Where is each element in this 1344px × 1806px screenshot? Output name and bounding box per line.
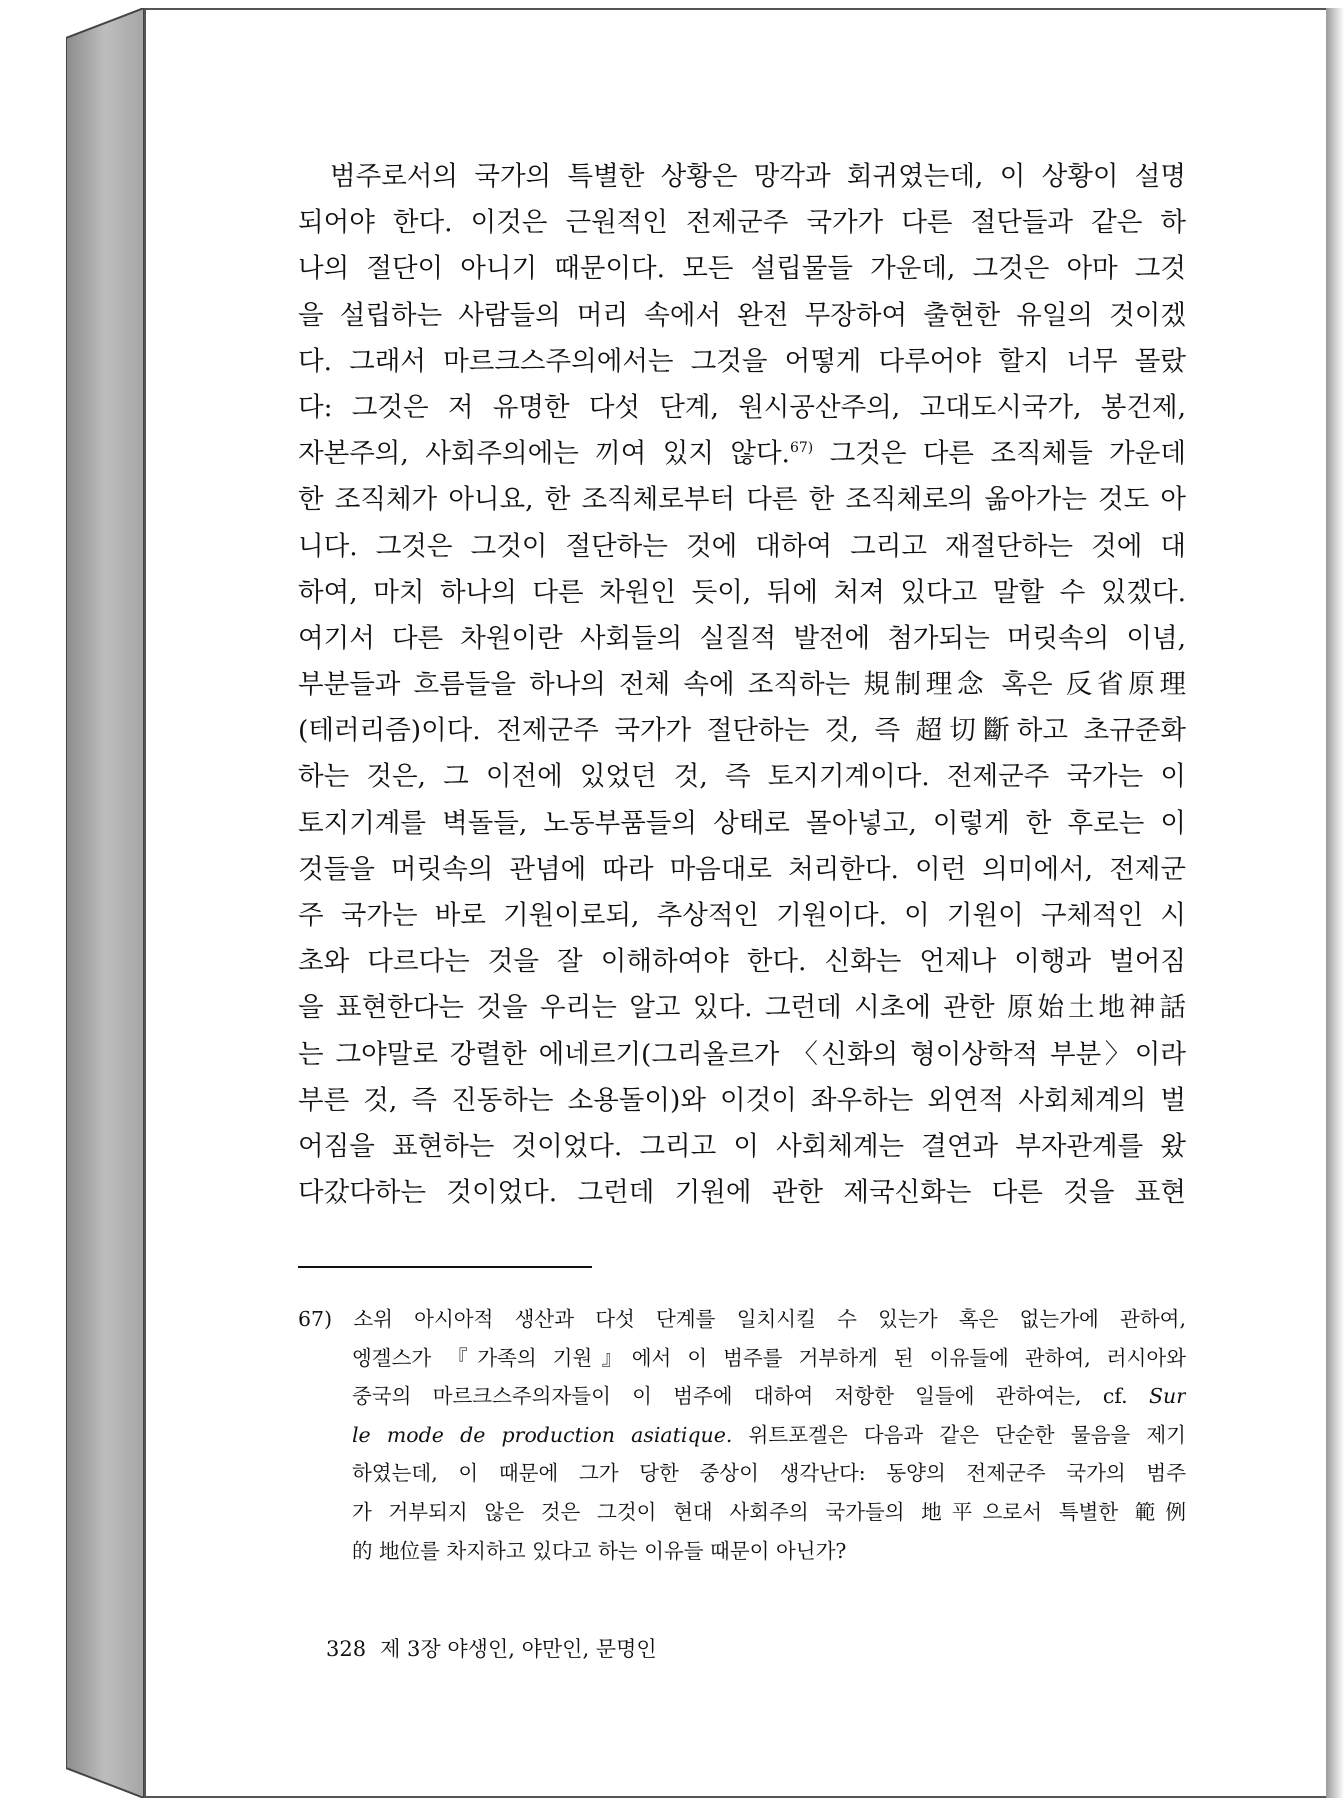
footnote-line bbox=[298, 1300, 1186, 1339]
body-line: 다갔다하는 것이었다. 그런데 기원에 관한 제국신화는 다른 것을 표현 bbox=[298, 1177, 1186, 1209]
footnote-text: 소위 아시아적 생산과 다섯 단계를 일치시킬 수 있는가 혹은 없는가에 관하여, bbox=[353, 1307, 1186, 1331]
body-line: 하는 것은, 그 이전에 있었던 것, 즉 토지기계이다. 전제군주 국가는 이 bbox=[298, 761, 1186, 793]
footnote-line: 하였는데, 이 때문에 그가 당한 중상이 생각난다: 동양의 전제군주 국가의 범주 bbox=[352, 1461, 1186, 1486]
body-line: 되어야 한다. 이것은 근원적인 전제군주 국가가 다른 절단들과 같은 하 bbox=[298, 207, 1186, 239]
body-line: 어짐을 표현하는 것이었다. 그리고 이 사회체계는 결연과 부자관계를 왔 bbox=[298, 1130, 1186, 1162]
footnote-line: 엥겔스가 『가족의 기원』에서 이 범주를 거부하게 된 이유들에 관하여, 러시아와 bbox=[352, 1345, 1186, 1370]
footnote-number: 67) bbox=[298, 1307, 333, 1331]
body-line: 여기서 다른 차원이란 사회들의 실질적 발전에 첨가되는 머릿속의 이념, bbox=[298, 622, 1186, 654]
body-line: 을 표현한다는 것을 우리는 알고 있다. 그런데 시초에 관한 原始土地神話 bbox=[298, 992, 1186, 1024]
page-footer bbox=[326, 1634, 671, 1664]
body-line: 니다. 그것은 그것이 절단하는 것에 대하여 그리고 재절단하는 것에 대 bbox=[298, 530, 1186, 562]
body-line: 는 그야말로 강렬한 에네르기(그리올르가 〈신화의 형이상학적 부분〉이라 bbox=[298, 1038, 1186, 1070]
footnote-italic-title-start: Sur bbox=[1148, 1384, 1186, 1409]
footnote-italic-title: le mode de production asiatique. bbox=[352, 1422, 733, 1447]
body-text bbox=[298, 154, 1186, 1216]
body-line: 토지기계를 벽돌들, 노동부품들의 상태로 몰아넣고, 이렇게 한 후로는 이 bbox=[298, 807, 1186, 839]
footnote-reference: 67) bbox=[789, 440, 814, 457]
body-line: 초와 다르다는 것을 잘 이해하여야 한다. 신화는 언제나 이행과 벌어짐 bbox=[298, 946, 1186, 978]
body-line: 다: 그것은 저 유명한 다섯 단계, 원시공산주의, 고대도시국가, 봉건제, bbox=[298, 391, 1186, 423]
page-edge-shadow bbox=[1326, 8, 1344, 1798]
body-line-head: 자본주의, 사회주의에는 끼여 있지 않다. bbox=[298, 438, 790, 470]
footnote-line bbox=[298, 1377, 1186, 1416]
body-line: 한 조직체가 아니요, 한 조직체로부터 다른 한 조직체로의 옮아가는 것도 아 bbox=[298, 484, 1186, 516]
book-spine bbox=[66, 8, 146, 1798]
body-line: (테러리즘)이다. 전제군주 국가가 절단하는 것, 즉 超切斷하고 초규준화 bbox=[298, 715, 1186, 747]
footnote-text: 위트포겔은 다음과 같은 단순한 물음을 제기 bbox=[748, 1422, 1186, 1447]
body-line-with-note bbox=[298, 431, 1186, 477]
body-line-tail: 그것은 다른 조직체들 가운데 bbox=[829, 438, 1186, 470]
footnote-divider bbox=[298, 1266, 592, 1268]
page-number: 328 bbox=[326, 1637, 367, 1661]
body-line: 범주로서의 국가의 특별한 상황은 망각과 회귀였는데, 이 상황이 설명 bbox=[330, 161, 1186, 192]
footnote bbox=[298, 1300, 1186, 1570]
body-line: 을 설립하는 사람들의 머리 속에서 완전 무장하여 출현한 유일의 것이겠 bbox=[298, 299, 1186, 331]
body-line: 나의 절단이 아니기 때문이다. 모든 설립물들 가운데, 그것은 아마 그것 bbox=[298, 253, 1186, 285]
body-line: 다. 그래서 마르크스주의에서는 그것을 어떻게 다루어야 할지 너무 몰랐 bbox=[298, 345, 1186, 377]
footnote-line: 가 거부되지 않은 것은 그것이 현대 사회주의 국가들의 地平으로서 특별한 範例 bbox=[352, 1499, 1186, 1524]
body-line: 주 국가는 바로 기원이로되, 추상적인 기원이다. 이 기원이 구체적인 시 bbox=[298, 900, 1186, 931]
footnote-line bbox=[298, 1416, 1186, 1455]
footnote-line: 的 地位를 차지하고 있다고 하는 이유들 때문이 아닌가? bbox=[352, 1538, 847, 1563]
body-line: 하여, 마치 하나의 다른 차원인 듯이, 뒤에 처져 있다고 말할 수 있겠다. bbox=[298, 576, 1186, 608]
body-line: 부른 것, 즉 진동하는 소용돌이)와 이것이 좌우하는 외연적 사회체계의 벌 bbox=[298, 1084, 1186, 1116]
body-line: 부분들과 흐름들을 하나의 전체 속에 조직하는 規制理念 혹은 反省原理 bbox=[298, 669, 1186, 701]
running-head: 제 3장 야생인, 야만인, 문명인 bbox=[380, 1637, 657, 1661]
footnote-text: 중국의 마르크스주의자들이 이 범주에 대하여 저항한 일들에 관하여는, cf. bbox=[352, 1384, 1128, 1409]
body-line: 것들을 머릿속의 관념에 따라 마음대로 처리한다. 이런 의미에서, 전제군 bbox=[298, 853, 1186, 885]
